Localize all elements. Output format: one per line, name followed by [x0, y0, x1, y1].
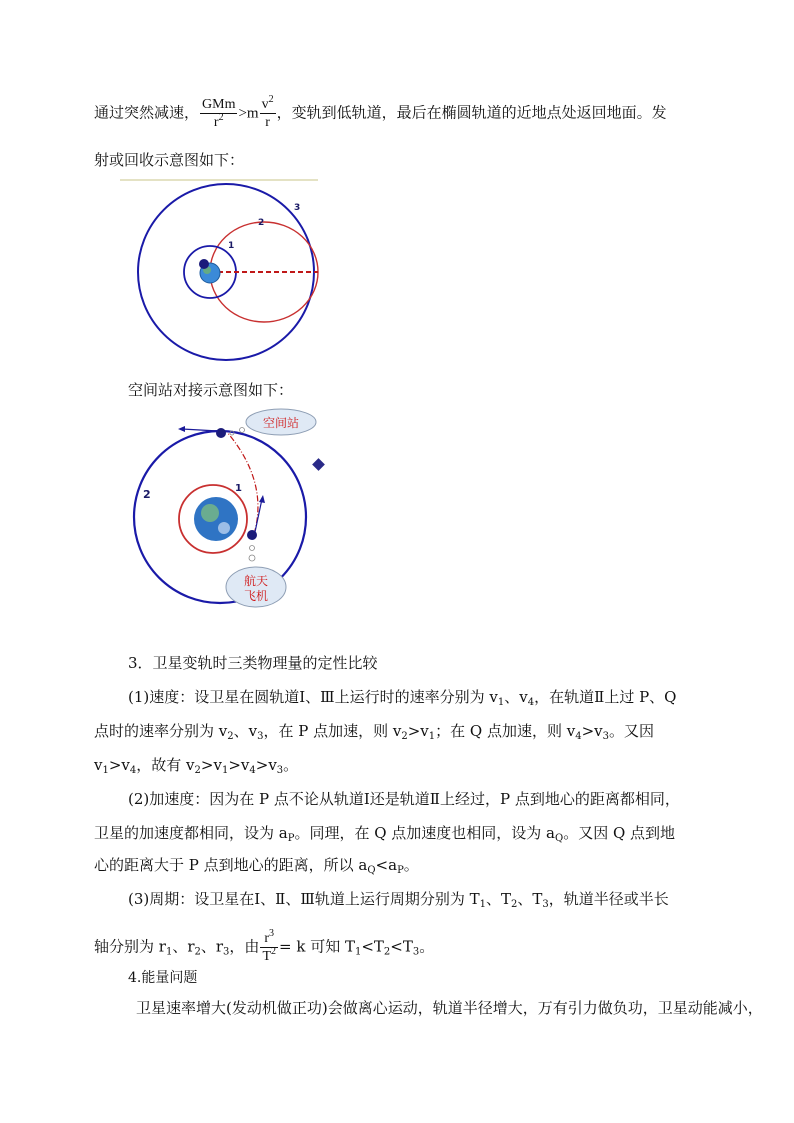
t: 、T: [517, 890, 543, 908]
station-velocity-arrow: [182, 429, 218, 431]
sub: 2: [511, 899, 518, 910]
t: 。又因: [609, 722, 655, 740]
sub: 2: [227, 731, 234, 742]
sub: 1: [102, 765, 109, 776]
fraction-denominator: [260, 948, 278, 965]
t: ，在轨道Ⅱ上过 P、Q: [534, 688, 677, 706]
sub: 1: [221, 765, 229, 776]
t: (3)周期：设卫星在Ⅰ、Ⅱ、Ⅲ轨道上运行周期分别为 T: [128, 890, 480, 908]
period-line-2: [94, 930, 434, 965]
arrow-head: [259, 495, 265, 503]
space-station-icon: [216, 428, 226, 438]
t: 轴分别为 r: [94, 937, 166, 956]
sub: 1: [497, 697, 505, 708]
text-segment: ，变轨到低轨道，最后在椭圆轨道的近地点处返回地面。发: [276, 103, 667, 122]
text-segment: 通过突然减速，: [94, 103, 200, 122]
launch-recovery-diagram: [118, 178, 328, 368]
sub: 3: [257, 731, 264, 742]
t: 、r: [200, 937, 224, 956]
t: 心的距离大于 P 点到地心的距离，所以 a: [94, 856, 368, 874]
accel-line-3: [94, 855, 419, 875]
label-orbit-1: 1: [235, 483, 242, 494]
label-orbit-2: 2: [143, 488, 151, 501]
text-line-2: 射或回收示意图如下：: [94, 151, 245, 169]
speed-line-2: [94, 721, 654, 741]
speed-line-3: [94, 755, 298, 775]
fraction-r3-t2: [260, 930, 278, 965]
den-base: T: [262, 949, 271, 964]
t: >v: [108, 756, 130, 774]
thought-bubble-dot: [250, 546, 255, 551]
fraction-numerator: GMm: [202, 97, 236, 112]
accel-line-2: [94, 823, 675, 843]
t: >v: [407, 722, 429, 740]
t: 。又因 Q 点到地: [563, 824, 676, 842]
num-exp: 2: [268, 94, 274, 105]
t: <T: [361, 937, 384, 956]
sub: 3: [276, 765, 284, 776]
num-base: v: [261, 97, 269, 112]
t: 。: [283, 756, 299, 774]
den-exp: 2: [271, 946, 276, 957]
sub: 3: [412, 946, 420, 958]
shuttle-label-line2: 飞机: [243, 589, 269, 603]
sub: 4: [575, 731, 582, 742]
sub: 1: [479, 899, 486, 910]
thought-bubble-dot: [249, 555, 255, 561]
den-base: r: [213, 115, 219, 130]
earth-cloud: [218, 522, 230, 534]
t: 、v: [233, 722, 258, 740]
docking-caption: 空间站对接示意图如下：: [128, 381, 294, 399]
station-label: 空间站: [262, 416, 300, 430]
sub: Q: [555, 833, 564, 844]
text-line-1: [94, 96, 667, 131]
section-4-title: 4.能量问题: [128, 970, 198, 986]
shuttle-label-line1: 航天: [243, 574, 269, 588]
satellite-icon: [199, 259, 209, 269]
t: ，轨道半径或半长: [548, 890, 669, 908]
t: <a: [375, 856, 398, 874]
t: 、r: [172, 937, 195, 956]
label-orbit-2: 2: [258, 218, 265, 228]
t: v: [94, 756, 103, 774]
t: (1)速度：设卫星在圆轨道Ⅰ、Ⅲ上运行时的速率分别为 v: [128, 688, 498, 706]
sub: 1: [354, 946, 362, 958]
sub: 1: [428, 731, 436, 742]
sub: P: [397, 865, 404, 876]
t: 。同理，在 Q 点加速度也相同，设为 a: [294, 824, 555, 842]
t: 点时的速率分别为 v: [94, 722, 228, 740]
speed-line-1: [128, 687, 676, 707]
fraction-numerator: [260, 96, 276, 114]
thought-bubble-dot: [240, 428, 245, 433]
t: 。: [403, 856, 419, 874]
period-line-1: [128, 889, 669, 909]
sub: 4: [249, 765, 256, 776]
sub: 2: [401, 731, 408, 742]
sub: 2: [383, 946, 391, 958]
den-exp: 2: [218, 112, 224, 123]
num-exp: 3: [269, 928, 275, 939]
fraction-v2-r: [260, 96, 276, 131]
section-3-title: 3．卫星变轨时三类物理量的定性比较: [128, 654, 378, 672]
sub: 3: [542, 899, 549, 910]
label-orbit-3: 3: [294, 203, 301, 213]
t: ，故有 v: [136, 756, 195, 774]
sub: 3: [223, 946, 230, 958]
sub: 1: [165, 946, 173, 958]
sub: 2: [194, 765, 201, 776]
sub: 4: [129, 765, 137, 776]
t: >v: [228, 756, 250, 774]
t: ；在 Q 点加速，则 v: [435, 722, 576, 740]
sub: Q: [367, 865, 376, 876]
earth-land: [201, 504, 219, 522]
energy-line-1: 卫星速率增大(发动机做正功)会做离心运动，轨道半径增大，万有引力做负功，卫星动能减小，: [136, 999, 763, 1017]
fraction-gmm-r2: [200, 96, 237, 131]
t: >v: [581, 722, 603, 740]
t: ，由: [229, 937, 260, 956]
t: = k 可知 T: [279, 937, 355, 956]
t: 。: [419, 937, 435, 956]
sub: 4: [527, 697, 535, 708]
t: <T: [390, 937, 413, 956]
t: 、T: [485, 890, 511, 908]
fraction-denominator: [200, 114, 237, 131]
docking-diagram: [124, 402, 339, 612]
t: 卫星的加速度都相同，设为 a: [94, 824, 288, 842]
num-base: r: [264, 931, 270, 946]
sub: 3: [602, 731, 610, 742]
accel-line-1: (2)加速度：因为在 P 点不论从轨道Ⅰ还是轨道Ⅱ上经过，P 点到地心的距离都相同，: [128, 790, 680, 808]
arrow-head: [178, 426, 185, 432]
t: >v: [200, 756, 222, 774]
t: ，在 P 点加速，则 v: [263, 722, 402, 740]
sub: P: [287, 833, 295, 844]
t: >v: [255, 756, 277, 774]
t: 、v: [504, 688, 528, 706]
sub: 2: [194, 946, 201, 958]
label-orbit-1: 1: [228, 241, 235, 251]
comparison: >m: [238, 105, 259, 122]
fraction-denominator: r: [265, 115, 270, 130]
